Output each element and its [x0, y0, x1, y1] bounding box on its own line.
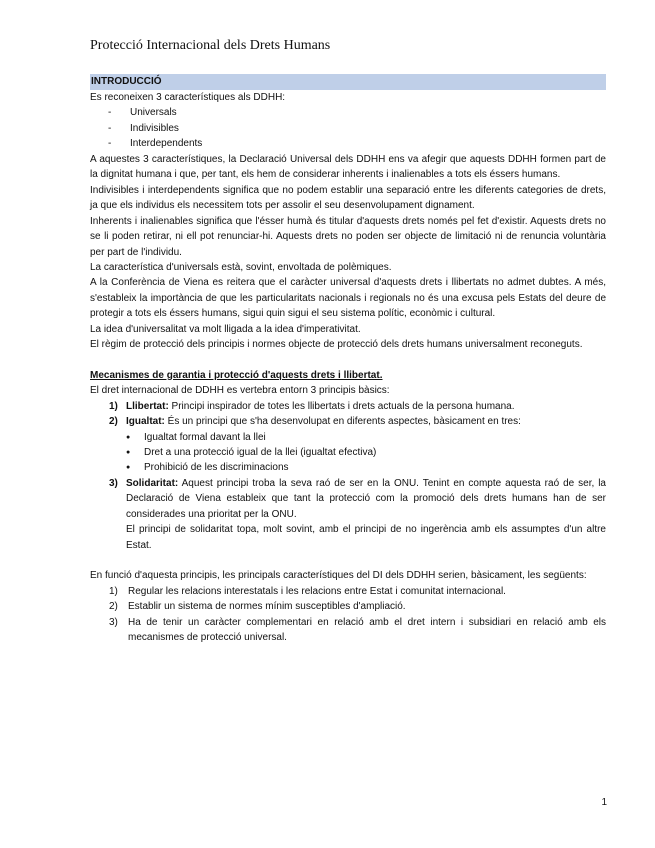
- item-number: 2): [109, 416, 118, 428]
- equality-aspects-list: [90, 430, 606, 476]
- item-number: 1): [109, 585, 118, 597]
- principle-text: Principi inspirador de totes les llibertats i drets actuals de la persona humana.: [168, 400, 515, 412]
- item-number: 1): [109, 400, 118, 412]
- list-item: [90, 615, 606, 646]
- list-item: ● Igualtat formal davant la llei: [90, 430, 606, 445]
- item-text: Ha de tenir un caràcter complementari en relació amb el dret intern i subsidiari en relació amb els mecanismes de protecció universal.: [128, 616, 606, 643]
- paragraph: El règim de protecció dels principis i normes objecte de protecció dels drets humans universalment reconeguts.: [90, 339, 583, 351]
- paragraph: La característica d'universals està, sovint, envoltada de polèmiques.: [90, 261, 392, 273]
- item-number: 2): [109, 601, 118, 613]
- list-item: [90, 414, 606, 429]
- solidarity-note: El principi de solidaritat topa, molt sovint, amb el principi de no ingerència amb els assumptes d'un altre Estat.: [126, 524, 606, 551]
- list-item: ● Prohibició de les discriminacions: [90, 460, 606, 475]
- principle-term: Llibertat:: [126, 400, 169, 412]
- paragraph: A la Conferència de Viena es reitera que el caràcter universal d'aquests drets i llibertats no admet dubtes. A més, s'estableix la importància de que les particularitats nacionals i regionals no és una excusa pels Estats del deure de protegir a tots els éssers humans, sigui quin sigui el seu sistema polític, econòmic i cultural.: [90, 277, 606, 320]
- list-item: ● Dret a una protecció igual de la llei (igualtat efectiva): [90, 445, 606, 460]
- list-item: [90, 584, 606, 599]
- item-text: Regular les relacions interestatals i les relacions entre Estat i comunitat internacional.: [128, 585, 506, 597]
- page-number: 1: [601, 797, 607, 808]
- document-title: Protecció Internacional dels Drets Humans: [90, 38, 331, 53]
- characteristics-list: [90, 105, 606, 151]
- list-item: [90, 476, 606, 553]
- list-item: [90, 599, 606, 614]
- paragraph: Indivisibles i interdependents significa que no podem establir una separació entre les diferents categories de drets, ja que els individus els necessitem tots per assolir el seu desenvolupament dignament.: [90, 184, 606, 212]
- list-item: - Indivisibles: [90, 121, 606, 136]
- list-item: [90, 399, 606, 414]
- principle-text: És un principi que s'ha desenvolupat en diferents aspectes, bàsicament en tres:: [164, 416, 521, 428]
- section-heading-introduccio: INTRODUCCIÓ: [90, 74, 606, 90]
- list-item: - Interdependents: [90, 136, 606, 151]
- intro-lead: Es reconeixen 3 característiques als DDHH:: [90, 92, 286, 103]
- principle-term: Solidaritat:: [126, 477, 179, 489]
- characteristics-di-lead: En funció d'aquesta principis, les principals característiques del DI dels DDHH serien, bàsicament, les següents:: [90, 570, 587, 582]
- principle-text: Aquest principi troba la seva raó de ser en la ONU. Tenint en compte aquesta raó de ser, la Declaració de Viena estableix que tant la protecció com la promoció dels drets humans han de ser considerades una prioritat per la ONU.: [126, 477, 606, 520]
- item-number: 3): [109, 616, 118, 628]
- item-text: Establir un sistema de normes mínim susceptibles d'ampliació.: [128, 601, 406, 613]
- paragraph: Inherents i inalienables significa que l'ésser humà és titular d'aquests drets només pel fet d'existir. Aquests drets no se li poden retirar, ni ell pot renunciar-hi. Aquests drets no poden ser objecte de limitació ni de renuncia voluntària per part de l'individu.: [90, 215, 606, 258]
- characteristics-di-list: [90, 584, 606, 646]
- document-body: [90, 74, 606, 645]
- paragraph: A aquestes 3 característiques, la Declaració Universal dels DDHH ens va afegir que aquests DDHH formen part de la dignitat humana i que, per tant, els hem de considerar inherents i inalienables a tots els éssers humans.: [90, 153, 606, 181]
- principle-term: Igualtat:: [126, 416, 165, 428]
- paragraph: La idea d'universalitat va molt lligada a la idea d'imperativitat.: [90, 323, 361, 335]
- principles-list: [90, 399, 606, 430]
- list-item: - Universals: [90, 105, 606, 120]
- item-number: 3): [109, 477, 118, 489]
- mechanisms-lead: El dret internacional de DDHH es vertebra entorn 3 principis bàsics:: [90, 385, 390, 397]
- principles-list-continued: [90, 476, 606, 553]
- section-heading-mecanismes: Mecanismes de garantia i protecció d'aquests drets i llibertat.: [90, 369, 383, 381]
